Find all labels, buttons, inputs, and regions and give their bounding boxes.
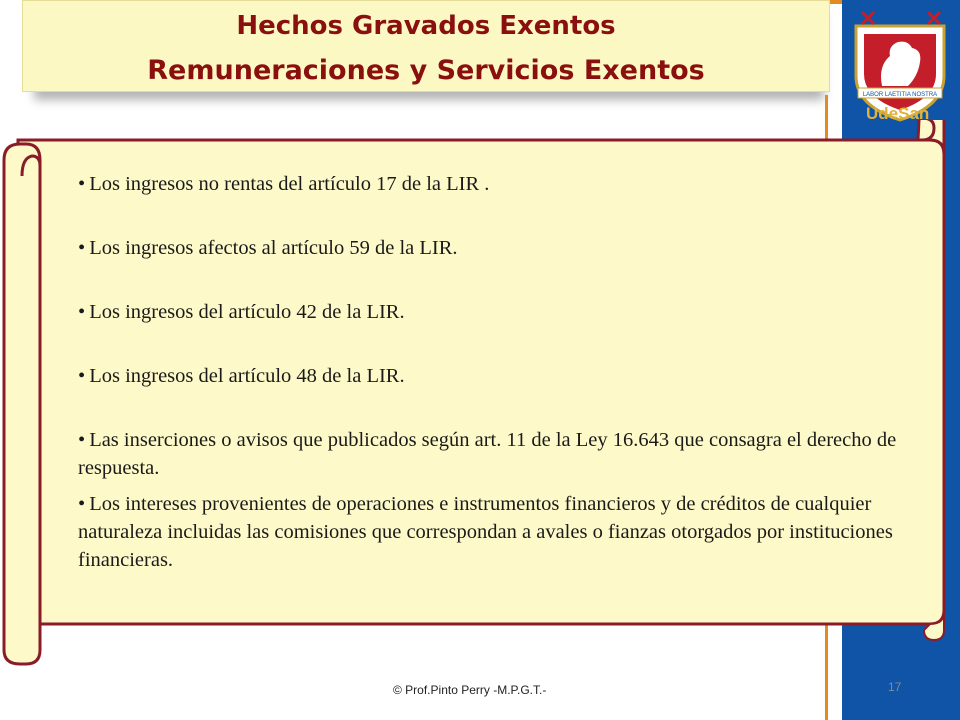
- crest-motto: LABOR LAETITIA NOSTRA: [862, 92, 938, 98]
- list-item: [78, 490, 908, 574]
- bullet-text: Los intereses provenientes de operaciones e instrumentos financieros y de créditos de cualquier naturaleza incluidas las comisiones que correspondan a avales o fianzas otorgados por instituciones financieras.: [78, 493, 893, 571]
- university-logo-text: UdeSan: [866, 104, 930, 123]
- page-number: 17: [888, 680, 902, 694]
- list-item: [78, 298, 908, 326]
- bullet-text: Las inserciones o avisos que publicados según art. 11 de la Ley 16.643 que consagra el derecho de respuesta.: [78, 429, 897, 479]
- list-item: [78, 170, 908, 198]
- scroll-banner: [0, 120, 960, 680]
- bullet-dot: •: [78, 301, 86, 323]
- bullet-dot: •: [78, 493, 86, 515]
- bullet-text: Los ingresos del artículo 48 de la LIR.: [89, 365, 405, 387]
- bullet-dot: •: [78, 173, 86, 195]
- bullet-text: Los ingresos no rentas del artículo 17 de la LIR .: [89, 173, 490, 195]
- bullet-dot: •: [78, 237, 86, 259]
- bullet-text: Los ingresos afectos al artículo 59 de la LIR.: [89, 237, 458, 259]
- title-line-2: Remuneraciones y Servicios Exentos: [147, 55, 705, 86]
- footer-credit: © Prof.Pinto Perry -M.P.G.T.-: [393, 683, 547, 697]
- bullet-dot: •: [78, 365, 86, 387]
- title-banner: [22, 0, 830, 92]
- list-item: [78, 426, 908, 482]
- list-item: [78, 234, 908, 262]
- title-line-1: Hechos Gravados Exentos: [236, 11, 616, 41]
- list-item: [78, 362, 908, 390]
- bullet-text: Los ingresos del artículo 42 de la LIR.: [89, 301, 405, 323]
- bullet-dot: •: [78, 429, 86, 451]
